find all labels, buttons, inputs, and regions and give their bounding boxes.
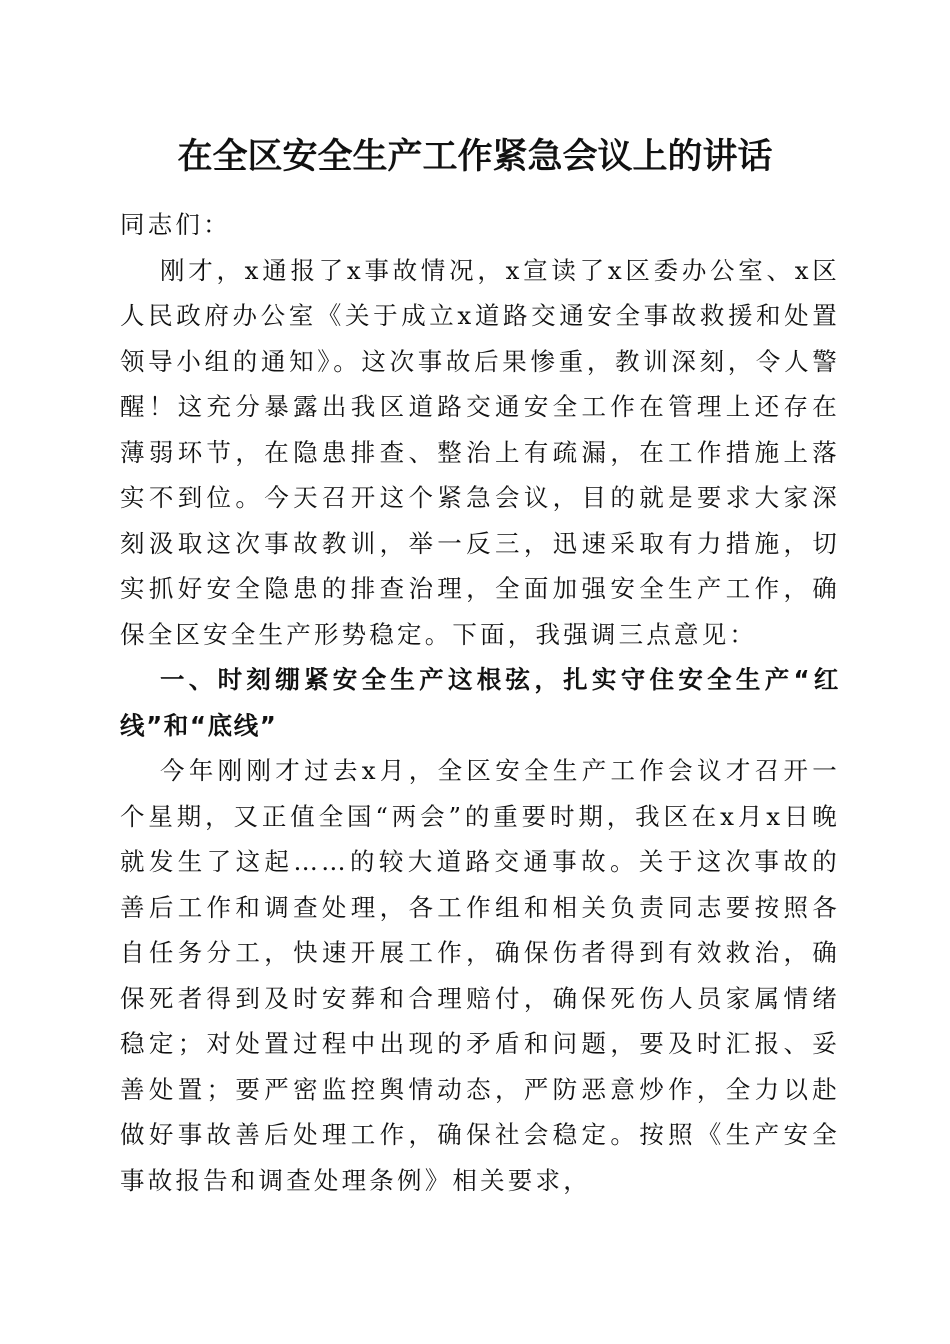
salutation: 同志们： bbox=[120, 210, 231, 239]
section-heading-1: 一、时刻绷紧安全生产这根弦，扎实守住安全生产“红线”和“底线” bbox=[120, 665, 840, 740]
paragraph-intro: 刚才，x通报了x事故情况，x宣读了x区委办公室、x区人民政府办公室《关于成立x道路交通安全事故救援和处置领导小组的通知》。这次事故后果惨重，教训深刻，令人警醒！这充分暴露出我区道路交通安全工作在管理上还存在薄弱环节，在隐患排查、整治上有疏漏，在工作措施上落实不到位。今天召开这个紧急会议，目的就是要求大家深刻汲取这次事故教训，举一反三，迅速采取有力措施，切实抓好安全隐患的排查治理，全面加强安全生产工作，确保全区安全生产形势稳定。下面，我强调三点意见： bbox=[120, 255, 840, 649]
paragraph-section-1: 今年刚刚才过去x月，全区安全生产工作会议才召开一个星期，又正值全国“两会”的重要时期，我区在x月x日晚就发生了这起……的较大道路交通事故。关于这次事故的善后工作和调查处理，各工作组和相关负责同志要按照各自任务分工，快速开展工作，确保伤者得到有效救治，确保死者得到及时安葬和合理赔付，确保死伤人员家属情绪稳定；对处置过程中出现的矛盾和问题，要及时汇报、妥善处置；要严密监控舆情动态，严防恶意炒作，全力以赴做好事故善后处理工作，确保社会稳定。按照《生产安全事故报告和调查处理条例》相关要求， bbox=[120, 756, 840, 1195]
document-body bbox=[120, 202, 840, 1203]
document-title: 在全区安全生产工作紧急会议上的讲话 bbox=[177, 136, 773, 177]
